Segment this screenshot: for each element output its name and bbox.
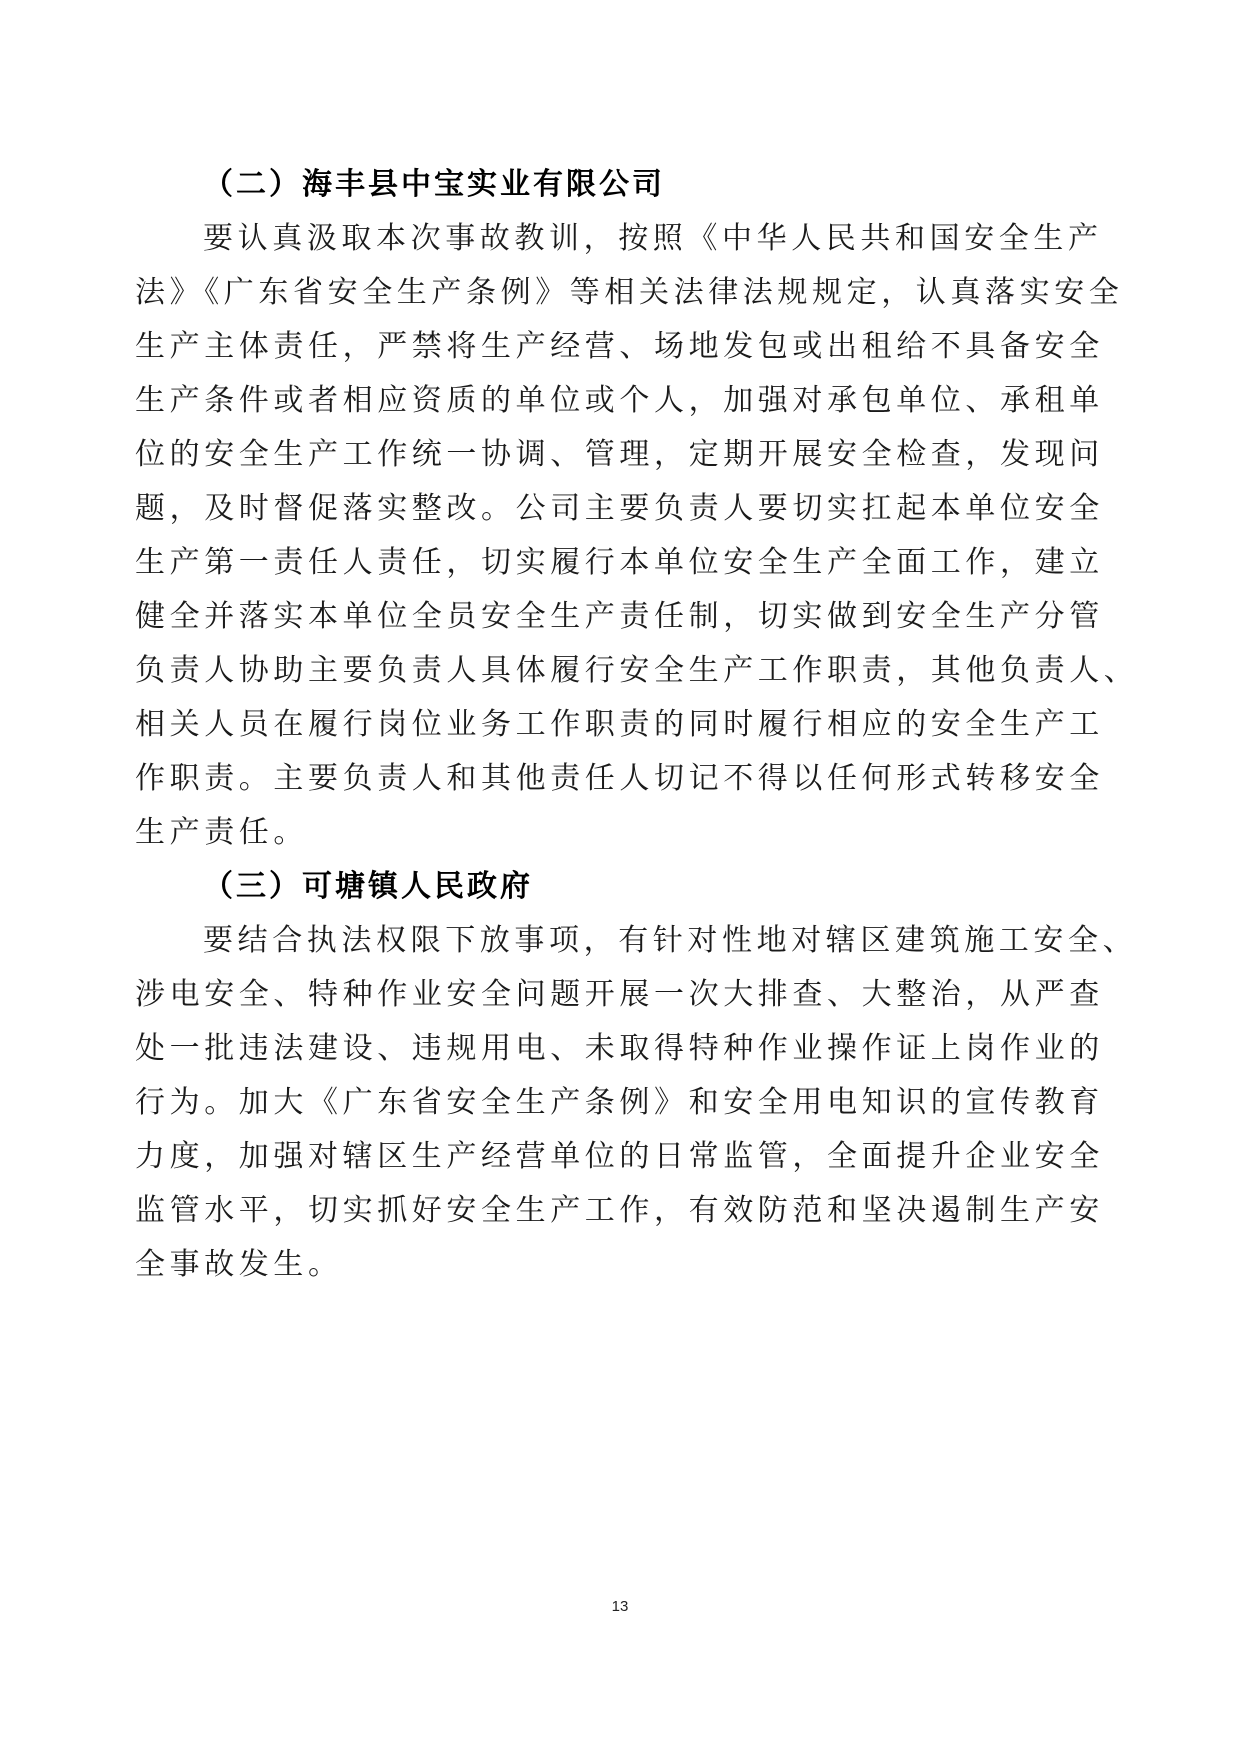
document-body: [135, 158, 1139, 1292]
paragraph-ketang-government: [135, 914, 1138, 1292]
paragraph-line: 作职责。主要负责人和其他责任人切记不得以任何形式转移安全: [135, 761, 1104, 796]
paragraph-line: 全事故发生。: [135, 1247, 343, 1282]
paragraph-line: 负责人协助主要负责人具体履行安全生产工作职责，其他负责人、: [135, 653, 1139, 688]
page-number: 13: [611, 1598, 629, 1615]
paragraph-line: 要认真汲取本次事故教训，按照《中华人民共和国安全生产: [203, 221, 1103, 256]
paragraph-line: 生产主体责任，严禁将生产经营、场地发包或出租给不具备安全: [135, 329, 1104, 364]
paragraph-line: 生产条件或者相应资质的单位或个人，加强对承包单位、承租单: [135, 383, 1104, 418]
paragraph-line: 涉电安全、特种作业安全问题开展一次大排查、大整治，从严查: [135, 977, 1104, 1012]
paragraph-line: 行为。加大《广东省安全生产条例》和安全用电知识的宣传教育: [135, 1085, 1104, 1120]
paragraph-line: 处一批违法建设、违规用电、未取得特种作业操作证上岗作业的: [135, 1031, 1104, 1066]
paragraph-line: 生产第一责任人责任，切实履行本单位安全生产全面工作，建立: [135, 545, 1104, 580]
paragraph-line: 题，及时督促落实整改。公司主要负责人要切实扛起本单位安全: [135, 491, 1104, 526]
paragraph-line: 力度，加强对辖区生产经营单位的日常监管，全面提升企业安全: [135, 1139, 1104, 1174]
section-heading-zhongbao-company: （二）海丰县中宝实业有限公司: [203, 167, 665, 202]
paragraph-line: 要结合执法权限下放事项，有针对性地对辖区建筑施工安全、: [203, 923, 1138, 958]
paragraph-line: 法》《广东省安全生产条例》等相关法律法规规定，认真落实安全: [135, 275, 1124, 310]
paragraph-line: 监管水平，切实抓好安全生产工作，有效防范和坚决遏制生产安: [135, 1193, 1104, 1228]
section-heading-ketang-government: （三）可塘镇人民政府: [203, 869, 533, 904]
paragraph-line: 相关人员在履行岗位业务工作职责的同时履行相应的安全生产工: [135, 707, 1104, 742]
paragraph-line: 位的安全生产工作统一协调、管理，定期开展安全检查，发现问: [135, 437, 1104, 472]
paragraph-zhongbao-company: [135, 212, 1139, 860]
paragraph-line: 生产责任。: [135, 815, 308, 850]
paragraph-line: 健全并落实本单位全员安全生产责任制，切实做到安全生产分管: [135, 599, 1104, 634]
